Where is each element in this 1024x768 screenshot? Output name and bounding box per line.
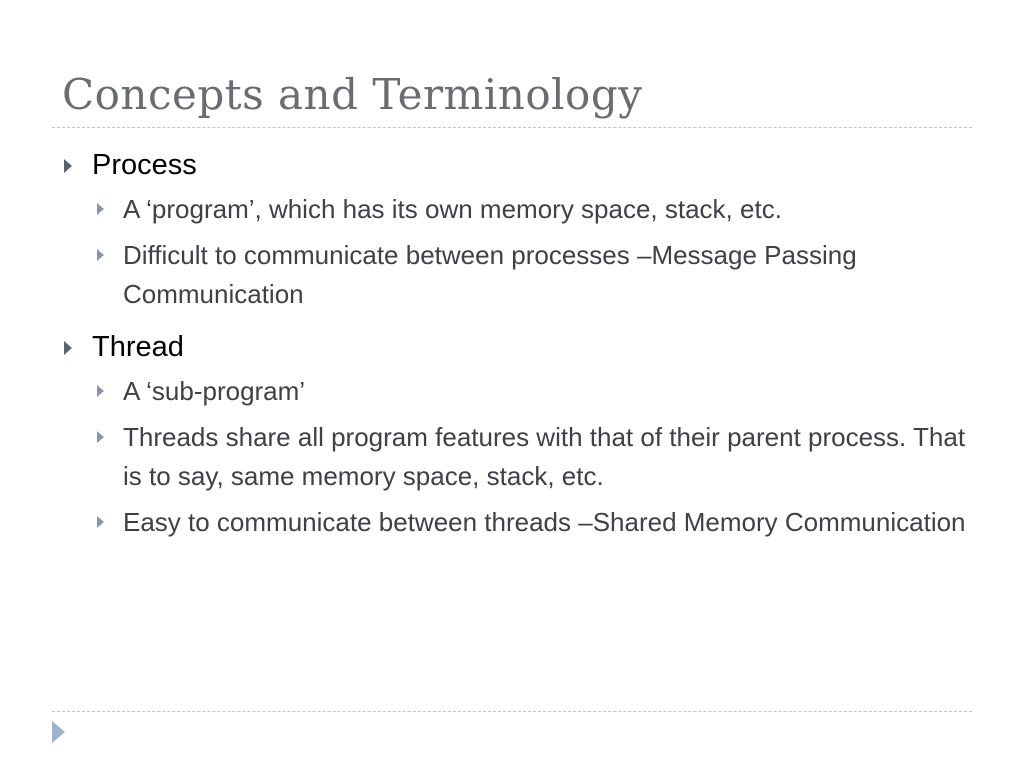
sub-bullet xyxy=(60,236,970,314)
bullet-triangle-icon xyxy=(64,341,72,355)
bullet-thread xyxy=(60,328,970,366)
bullet-triangle-icon xyxy=(64,159,72,173)
process-sub-bullets xyxy=(60,190,970,314)
sub-bullet-text: Threads share all program features with that of their parent process. That is to say, same memory space, stack, etc. xyxy=(123,422,966,491)
thread-sub-bullets xyxy=(60,372,970,542)
sub-bullet-text: Easy to communicate between threads –Shared Memory Communication xyxy=(123,507,966,537)
sub-bullet-text: A ‘sub-program’ xyxy=(123,376,306,406)
sub-bullet-triangle-icon xyxy=(97,516,104,528)
slide-title: Concepts and Terminology xyxy=(62,70,643,119)
sub-bullet-text: A ‘program’, which has its own memory space, stack, etc. xyxy=(123,194,782,224)
title-divider xyxy=(52,127,972,128)
sub-bullet xyxy=(60,190,970,229)
sub-bullet-triangle-icon xyxy=(97,249,104,261)
sub-bullet-text: Difficult to communicate between processes –Message Passing Communication xyxy=(123,240,857,309)
sub-bullet-triangle-icon xyxy=(97,203,104,215)
sub-bullet-triangle-icon xyxy=(97,385,104,397)
bullet-label: Process xyxy=(92,149,197,181)
corner-triangle-icon xyxy=(52,721,65,743)
sub-bullet xyxy=(60,503,970,542)
sub-bullet-triangle-icon xyxy=(97,431,104,443)
bullet-label: Thread xyxy=(92,331,184,363)
slide-body xyxy=(60,146,970,549)
bullet-process xyxy=(60,146,970,184)
sub-bullet xyxy=(60,372,970,411)
sub-bullet xyxy=(60,418,970,496)
footer-divider xyxy=(52,711,972,712)
